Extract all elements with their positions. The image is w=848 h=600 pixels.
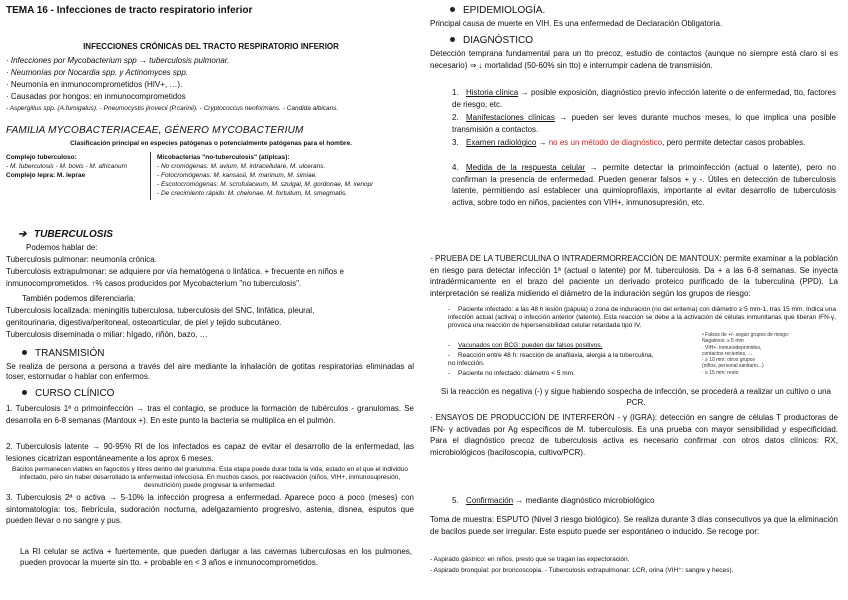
tb-type-line: Tuberculosis extrapulmonar: se adquiere por vía hematógena o linfática. + frecuente en niños e (6, 267, 344, 276)
mantoux-item: - Paciente infectado: a las 48 h lesión (pápula) o zona de induración (no del eritema) con diámetro ≥ 5 mm-1, tras 15 mm. Indica una infección actual (activa) o infección anterior (latente). Esta reacción se debe a la activación de células inmunitarias que liberan IFN-γ, provoca una reacción de hipersensibilidad celular retardada tipo IV. (448, 306, 836, 329)
diag-item-3: 3. Examen radiológico → no es un método de diagnóstico, pero permite detectar casos probables. (452, 138, 806, 147)
tb-diff-line: Tuberculosis localizada: meningitis tuberculosa, tuberculosis del SNC, linfática, pleural, (6, 306, 315, 315)
recoge-line: - Aspirado bronquial: por broncoscopia. - Tuberculosis extrapulmonar: LCR, orina (VIH⁺: sangre y heces). (430, 567, 734, 574)
mott-line: - Fotocromógenas: M. kansasii, M. marinum, M. simiae. (157, 172, 318, 179)
tb-complex-species: - M. tuberculosis - M. bovis - M. africanum (6, 163, 127, 170)
intro-line: · Neumonía en inmunocomprometidos (HIV+, …). (6, 80, 183, 89)
recoge-line: - Aspirado gástrico: en niños, presto que se tragan las expectoración. (430, 556, 630, 563)
tuberculosis-heading: ➔ TUBERCULOSIS (18, 229, 113, 240)
mantoux-item: - Reacción entre 48 h: reacción de anafilaxia, alergia a la tuberculina, no infección. (448, 352, 654, 367)
intro-line: · Neumonías por Nocardia spp. y Actinomyces spp. (6, 68, 189, 77)
leprae-complex: Complejo lepra: M. leprae (6, 172, 86, 179)
arrow-right-icon: ➔ (18, 229, 27, 240)
igra-paragraph: · ENSAYOS DE PRODUCCIÓN DE INTERFERÓN - γ (IGRA): detección en sangre de células T productoras de IFN- γ activadas por Ag específicos de M. tuberculosis. Es una prueba con mayor sensibilidad y especificidad. Para el diagnóstico precoz de tuberculosis activa es necesario confirmar con otros datos clínicos: RX, microbiológicos (baciloscopia, cultivo/PCR). (430, 413, 838, 457)
mott-line: - No cromógenas: M. avium, M. intracellulare, M. ulcerans. (157, 163, 326, 170)
bullet-icon (22, 350, 27, 355)
complex-divider (150, 152, 151, 200)
mantoux-item: - Paciente no infectado: diámetro < 5 mm. (448, 370, 575, 377)
mott-line: - De crecimiento rápido: M. chelonae, M. fortuitum, M. smegmatis. (157, 190, 348, 197)
curso-item-1: 1. Tuberculosis 1ª o primoinfección → tras el contagio, se produce la formación de tubérculos - granulomas. Se desarrolla en 6-8 semanas (Mantoux +). En este punto la bacteria se multiplica en el pulmón. (6, 404, 414, 425)
tb-diff-line: Tuberculosis diseminada o miliar: hígado, riñón, bazo, … (6, 330, 208, 339)
bullet-icon (22, 390, 27, 395)
tb-diff-line: genitourinaria, digestiva/peritoneal, osteoarticular, de piel y tejido subcutáneo. (6, 318, 282, 327)
transmision-text: Se realiza de persona a persona a través del aire mediante la inhalación de gotitas respiratorias eliminadas al toser, estornudar o hablar con enfermos. (6, 362, 414, 381)
epidemiologia-heading: EPIDEMIOLOGÍA. (450, 4, 545, 17)
section-heading-chronic: INFECCIONES CRÓNICAS DEL TRACTO RESPIRATORIO INFERIOR (83, 42, 339, 51)
transmision-heading: TRANSMISIÓN (22, 347, 104, 360)
mott-label: Micobacterias "no-tuberculosis" (atípicas): (157, 154, 290, 161)
mantoux-item: - Vacunados con BCG: pueden dar falsos positivos. (448, 342, 603, 349)
diag-item-1: 1. Historia clínica → posible exposición, diagnóstico previo infección latente o de enfermedad, tto, factores de riesgo, etc. (452, 88, 836, 109)
tb-type-line: Tuberculosis pulmonar: neumonía crónica. (6, 255, 157, 264)
curso-item-2: 2. Tuberculosis latente → 90-95% RI de los infectados es capaz de evitar el desarrollo de la enfermedad, las lesiones cicatrizan espontáneamente a los aprox 6 meses. (6, 442, 414, 463)
muestra-paragraph: Toma de muestra: ESPUTO (Nivel 3 riesgo biológico). Se realiza durante 3 días consecutivos ya que la eliminación de bacilos puede ser irregular. Este esputo puede ser espontáneo o inducido. Se recoge por: (430, 515, 838, 536)
bullet-icon (450, 7, 455, 12)
intro-line: · Infecciones por Mycobacterium spp → tuberculosis pulmonar. (6, 56, 230, 65)
classification-caption: Clasificación principal en especies patógenas o potencialmente patógenas para el hombre. (70, 140, 352, 147)
epidemiologia-text: Principal causa de muerte en VIH. Es una enfermedad de Declaración Obligatoria. (430, 19, 723, 28)
curso-note-2: Bacilos permanecen viables en fagocitos y libres dentro del granuloma. Esta etapa puede durar toda la vida, estado en el que el individuo infectado, pero sin haber desarrollado la enfermedad infecciosa. En muchos casos, por reactivación (niños, VIH+, inmunosupresión, desnutrición) puede progresar la enfermedad. (11, 466, 409, 489)
family-heading: FAMILIA MYCOBACTERIACEAE, GÉNERO MYCOBACTERIUM (6, 125, 304, 136)
bullet-icon (450, 37, 455, 42)
tb-diff-intro: También podemos diferenciarla: (22, 294, 136, 303)
side-note: • Falsos de +/- según grupos de riesgo: Negativos: ≥ 5 mm · VIH+, inmunodeprimidos, contactos recientes, ... · ≥ 10 mm: otros grupos (niños, personal sanitario...) · ≥ 15 mm: resto (702, 332, 790, 376)
diag-item-4: 4. Medida de la respuesta celular → permite detectar la primoinfección (actual o latente), pero no confirman la presencia de enfermedad. Pueden generar falsos + y -. Útiles en detección de tuberculosis latente, permitiendo así establecer una quimioprofilaxis, importante al evitar desarrollo de tuberculosis activa, sobre todo en niños, pacientes con VIH+, inmunosupresión, etc. (452, 163, 837, 207)
tb-intro: Podemos hablar de: (26, 243, 98, 252)
mantoux-after: Si la reacción es negativa (-) y sigue habiendo sospecha de infección, se procederá a realizar un cultivo o una PCR. (440, 387, 831, 407)
diagnostico-heading: DIAGNÓSTICO (450, 34, 533, 47)
page-title: TEMA 16 - Infecciones de tracto respiratorio inferior (6, 5, 253, 16)
curso-heading: CURSO CLÍNICO (22, 387, 114, 400)
tb-type-line: inmunocomprometidos. ↑% casos producidos por Mycobacterium "no tuberculosis". (6, 279, 302, 288)
curso-item-3: 3. Tuberculosis 2ª o activa → 5-10% la infección progresa a enfermedad. Aparece poco a poco (meses) con sintomatología: tos, fiebrícula, sudoración nocturna, adelgazamiento progresivo, astenia, disnea, esputos que pueden llevar o no sangre y pus. (6, 493, 414, 525)
tb-complex-label: Complejo tuberculoso: (6, 154, 77, 161)
curso-note-3: La RI celular se activa + fuertemente, que pueden darlugar a las cavernas tuberculosas en los pulmones, pueden provocar la muerte sin tto. + probable en < 3 años e inmunocomprometidos. (20, 547, 412, 567)
mott-line: - Escotocromógenas: M. scrofulaceum, M. szulgai, M. gordonae, M. xenopi (157, 181, 373, 188)
mantoux-paragraph: · PRUEBA DE LA TUBERCULINA O INTRADERMORREACCIÓN DE MANTOUX: permite examinar a la población en riesgo para detectar infección 1ª (actual o latente) por M. tuberculosis. Da + a las 6-8 semanas. Se inyecta intradérmicamente en el brazo del paciente un derivado proteico purificado de la tuberculina (PPD). La interpretación se realiza midiendo el diámetro de la induración según los grupos de riesgo: (430, 254, 838, 298)
intro-line: · Causadas por hongos: en inmunocomprometidos (6, 92, 186, 101)
diag-item-2: 2. Manifestaciones clínicas → pueden ser leves durante muchos meses, lo que implica una posible transmisión a contactos. (452, 113, 836, 134)
fungi-line: - Aspergillus spp. (A.fumigatus). - Pneumocystis jirovecii (P.carinii). - Cryptococcus neoformans. - Candida albicans. (6, 105, 339, 112)
diag-item-5: 5. Confirmación → mediante diagnóstico microbiológico (452, 496, 655, 505)
diagnostico-intro: Detección temprana fundamental para un tto precoz, estudio de contactos (aunque no siempre está claro si es necesario) ⇒ ↓ mortalidad (50-60% sin tto) e interrumpir cadena de transmisión. (430, 49, 838, 70)
